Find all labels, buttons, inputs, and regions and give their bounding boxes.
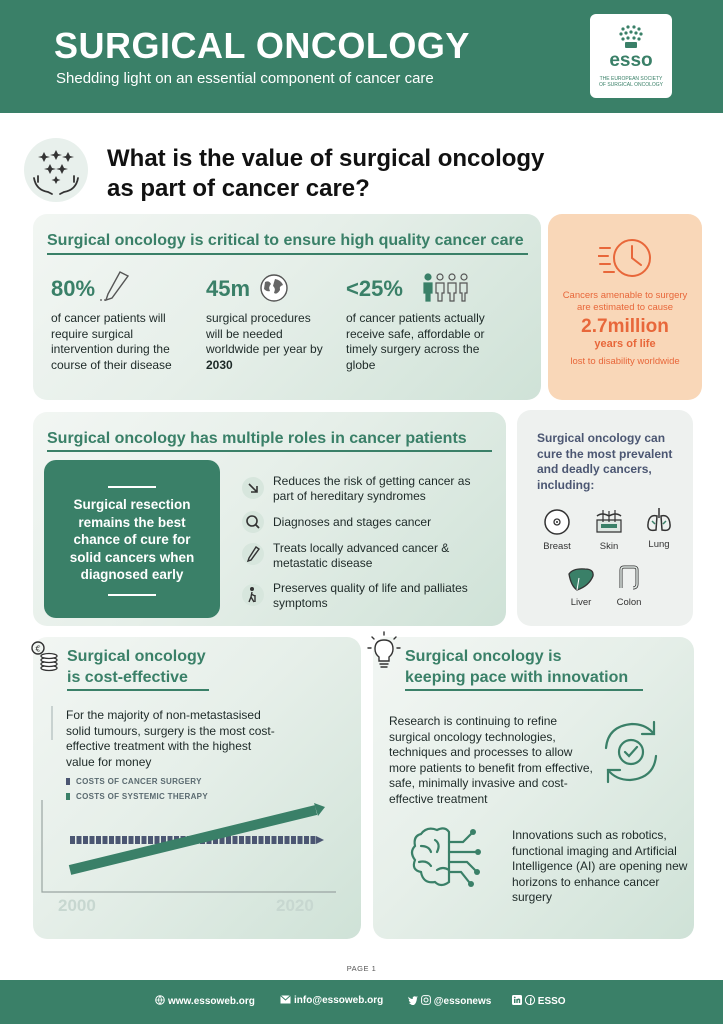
organ-lung xyxy=(635,506,683,550)
roles-title: Surgical oncology has multiple roles in cancer patients xyxy=(47,430,467,447)
cost-title-line1: Surgical oncology xyxy=(67,648,206,665)
footer-web-text: www.essoweb.org xyxy=(168,996,255,1007)
organ-colon-label: Colon xyxy=(616,597,642,608)
organ-breast-label: Breast xyxy=(543,541,571,552)
x-tick-label: 2000 xyxy=(58,896,96,915)
colon-icon xyxy=(615,564,643,592)
clock-icon xyxy=(598,236,654,280)
footer-email-link[interactable] xyxy=(280,995,383,1006)
footer-web-link[interactable] xyxy=(155,995,255,1007)
header-banner xyxy=(0,0,723,113)
stat-25-text: of cancer patients actually receive safe, affordable or timely surgery across the globe xyxy=(346,311,485,372)
page-title: SURGICAL ONCOLOGY xyxy=(54,25,470,66)
mail-icon xyxy=(280,995,291,1004)
legend-systemic-swatch xyxy=(66,793,70,800)
critical-title: Surgical oncology is critical to ensure high quality cancer care xyxy=(47,232,524,249)
scalpel-icon xyxy=(98,268,134,304)
facebook-icon xyxy=(525,995,535,1005)
innovation-title-line1: Surgical oncology is xyxy=(405,648,562,665)
legend-surgery xyxy=(66,777,202,786)
roles-rule xyxy=(47,450,492,452)
organ-colon xyxy=(605,564,653,608)
footer-email-text: info@essoweb.org xyxy=(294,995,384,1006)
role-item-3: Treats locally advanced cancer & metastatic disease xyxy=(273,541,450,570)
liver-icon xyxy=(567,564,595,592)
innovation-rule xyxy=(405,689,643,691)
organ-skin xyxy=(585,508,633,552)
disability-post: lost to disability worldwide xyxy=(570,356,680,367)
cost-rule xyxy=(67,689,209,691)
critical-rule xyxy=(47,253,528,255)
walking-icon xyxy=(242,584,264,606)
role-item-4: Preserves quality of life and palliates symptoms xyxy=(273,581,468,610)
x-tick-label: 2020 xyxy=(276,896,314,915)
lung-icon xyxy=(645,506,673,534)
question-heading: What is the value of surgical oncology as part of cancer care? xyxy=(107,145,545,202)
linkedin-icon xyxy=(512,995,522,1005)
cost-title-line2: is cost-effective xyxy=(67,669,188,686)
organ-skin-label: Skin xyxy=(599,541,619,552)
organ-breast xyxy=(533,508,581,552)
page-number: PAGE 1 xyxy=(346,964,377,973)
page-subtitle: Shedding light on an essential component of cancer care xyxy=(56,70,434,87)
innovation-text-2: Innovations such as robotics, functional imaging and Artificial Intelligence (AI) are opening new horizons to enhance cancer surgery xyxy=(512,828,688,904)
esso-logo[interactable] xyxy=(590,14,672,98)
stat-45m-year: 2030 xyxy=(206,357,233,372)
stat-45m-text xyxy=(206,311,326,373)
stat-45m-text-main: surgical procedures will be needed worldwide per year by xyxy=(206,311,323,356)
role-item-2: Diagnoses and stages cancer xyxy=(273,515,432,529)
logo-dots-icon xyxy=(617,24,645,50)
coins-icon xyxy=(30,640,60,672)
stat-80-value: 80% xyxy=(51,276,96,301)
resection-highlight xyxy=(44,460,220,618)
cost-vertical-rule xyxy=(51,706,53,740)
disability-card xyxy=(548,214,702,400)
globe-small-icon xyxy=(155,995,165,1005)
highlight-text: Surgical resection remains the best chance of cure for solid cancers when diagnosed early xyxy=(69,497,195,582)
role-item-1: Reduces the risk of getting cancer as part of hereditary syndromes xyxy=(273,474,471,503)
highlight-rule-top xyxy=(108,486,156,488)
globe-icon xyxy=(259,273,289,303)
footer-social-link[interactable] xyxy=(408,995,491,1007)
logo-word: esso xyxy=(609,50,653,71)
twitter-icon xyxy=(408,996,418,1005)
cancers-title: Surgical oncology can cure the most prevalent and deadly cancers, including: xyxy=(537,431,673,492)
svg-text:€: € xyxy=(35,644,41,654)
footer-linkedin-link[interactable] xyxy=(512,995,566,1007)
cancers-card xyxy=(517,410,693,626)
innovation-title-line2: keeping pace with innovation xyxy=(405,669,629,686)
series-arrowhead-surgery xyxy=(316,836,324,844)
organ-lung-label: Lung xyxy=(648,539,670,550)
cost-chart xyxy=(36,800,346,922)
footer-bar xyxy=(0,980,723,1024)
legend-systemic-label: COSTS OF SYSTEMIC THERAPY xyxy=(76,792,208,801)
highlight-rule-bottom xyxy=(108,594,156,596)
logo-tagline: THE EUROPEAN SOCIETY OF SURGICAL ONCOLOGY xyxy=(599,76,663,88)
legend-surgery-label: COSTS OF CANCER SURGERY xyxy=(76,777,202,786)
people-icon xyxy=(422,272,468,302)
hands-stars-icon xyxy=(24,138,88,202)
innovation-text-1: Research is continuing to refine surgical oncology technologies, techniques and processes to allow more patients to benefit from effective, safe, minimally invasive and cost-effective treatment xyxy=(389,714,593,806)
instagram-icon xyxy=(421,995,431,1005)
legend-surgery-swatch xyxy=(66,778,70,785)
stat-80-text: of cancer patients will require surgical intervention during the course of their disease xyxy=(51,311,172,372)
footer-social-text: @essonews xyxy=(433,996,492,1007)
stat-45m-value: 45m xyxy=(206,276,251,301)
footer-linkedin-text: ESSO xyxy=(537,996,566,1007)
disability-value: 2.7million xyxy=(581,316,669,337)
arrow-down-icon xyxy=(242,477,264,499)
stat-25-value: <25% xyxy=(346,276,403,301)
skin-icon xyxy=(595,508,623,536)
breast-icon xyxy=(543,508,571,536)
disability-pre: Cancers amenable to surgery are estimated to cause xyxy=(562,290,688,313)
organ-liver-label: Liver xyxy=(570,597,592,608)
refresh-check-icon xyxy=(594,714,668,790)
lightbulb-icon xyxy=(364,630,404,672)
cost-text: For the majority of non-metastasised solid tumours, surgery is the most cost-effective treatment with the highest value for money xyxy=(66,708,275,769)
scalpel-small-icon xyxy=(242,543,264,565)
disability-unit: years of life xyxy=(594,338,656,350)
brain-network-icon xyxy=(407,822,503,894)
magnifier-icon xyxy=(242,511,264,533)
organ-liver xyxy=(557,564,605,608)
